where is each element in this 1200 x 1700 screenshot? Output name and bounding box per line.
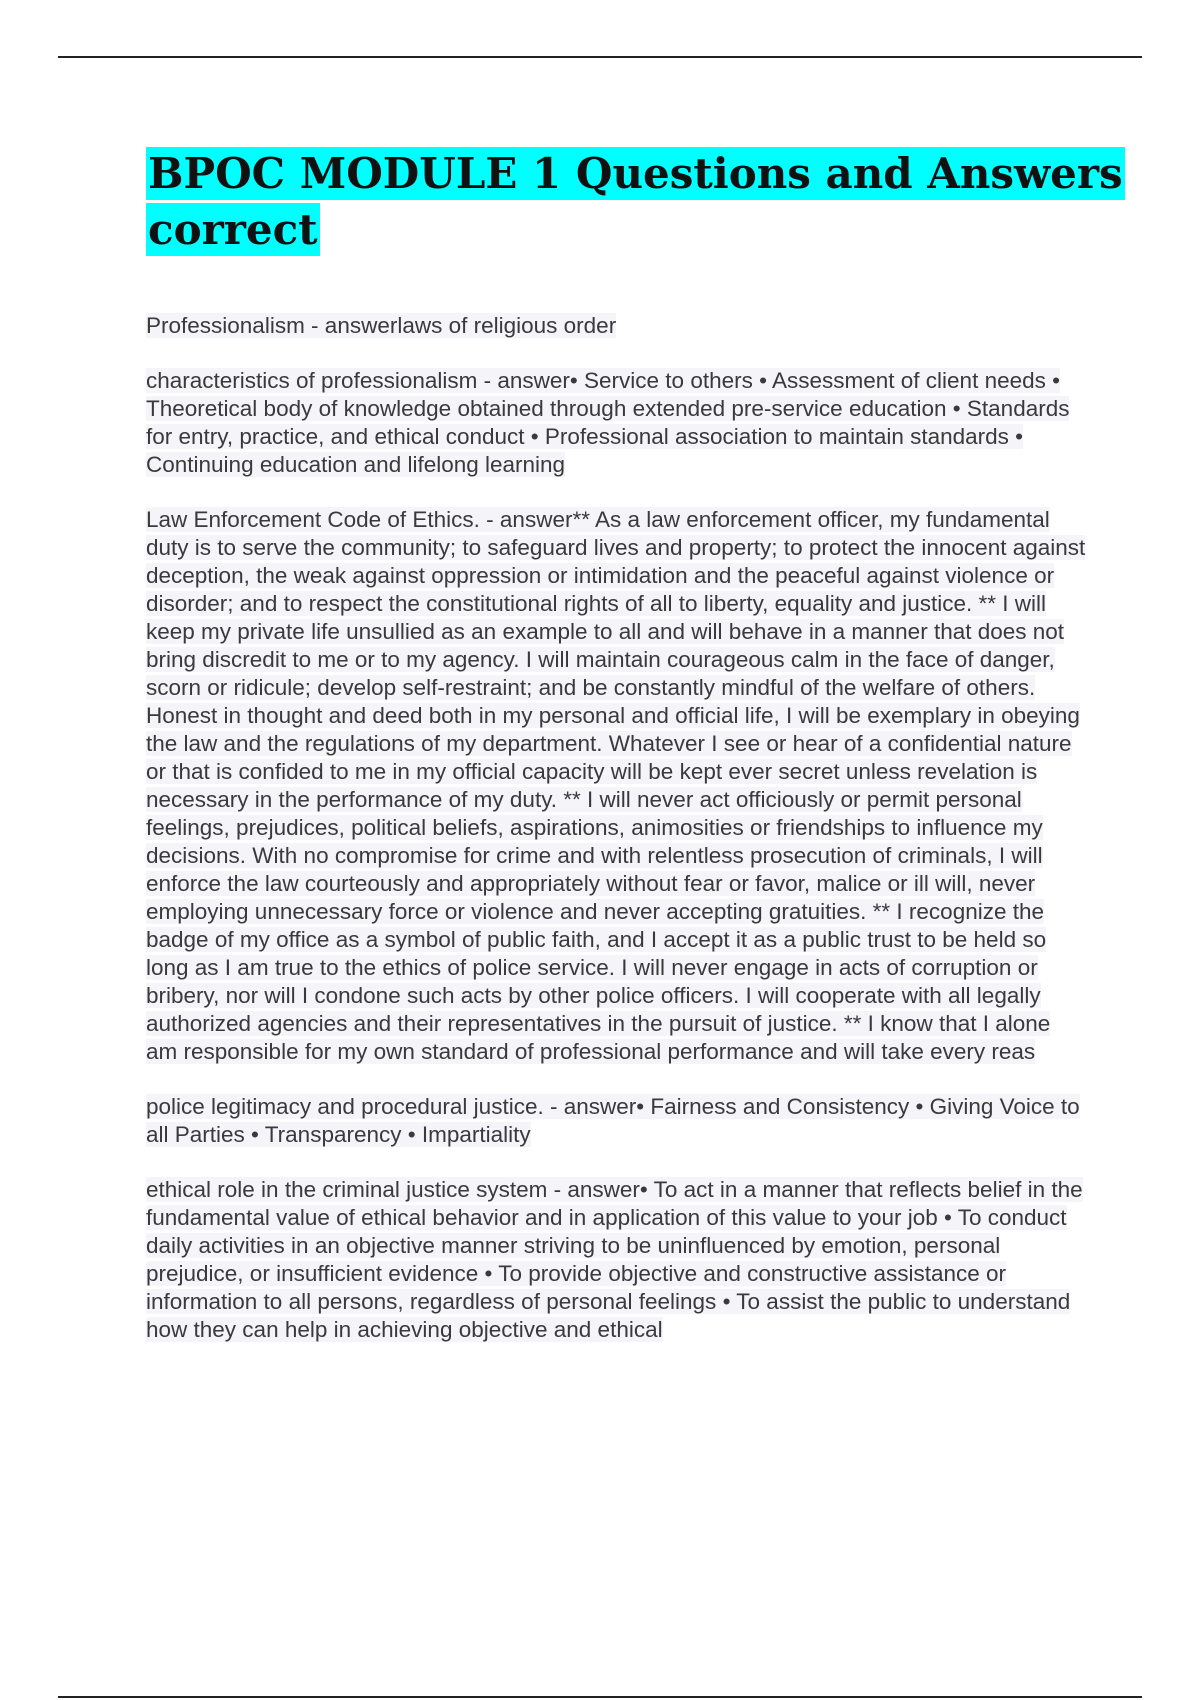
document-title bbox=[146, 146, 1146, 258]
qa-entry-text: Law Enforcement Code of Ethics. - answer** As a law enforcement officer, my fundamental duty is to serve the community; to safeguard lives and property; to protect the innocent against deception, the weak against oppression or intimidation and the peaceful against violence or disorder; and to respect the constitutional rights of all to liberty, equality and justice. ** I will keep my private life unsullied as an example to all and will behave in a manner that does not bring discredit to me or to my agency. I will maintain courageous calm in the face of danger, scorn or ridicule; develop self-restraint; and be constantly mindful of the welfare of others. Honest in thought and deed both in my personal and official life, I will be exemplary in obeying the law and the regulations of my department. Whatever I see or hear of a confidential nature or that is confided to me in my official capacity will be kept ever secret unless revelation is necessary in the performance of my duty. ** I will never act officiously or permit personal feelings, prejudices, political beliefs, aspirations, animosities or friendships to influence my decisions. With no compromise for crime and with relentless prosecution of criminals, I will enforce the law courteously and appropriately without fear or favor, malice or ill will, never employing unnecessary force or violence and never accepting gratuities. ** I recognize the badge of my office as a symbol of public faith, and I accept it as a public trust to be held so long as I am true to the ethics of police service. I will never engage in acts of corruption or bribery, nor will I condone such acts by other police officers. I will cooperate with all legally authorized agencies and their representatives in the pursuit of justice. ** I know that I alone am responsible for my own standard of professional performance and will take every reas bbox=[146, 507, 1086, 1064]
qa-entry-code-of-ethics bbox=[146, 506, 1086, 1066]
qa-entry-police-legitimacy bbox=[146, 1093, 1086, 1149]
qa-entry-ethical-role bbox=[146, 1176, 1086, 1344]
bottom-rule bbox=[58, 1696, 1142, 1698]
qa-entry-professionalism bbox=[146, 312, 1086, 340]
qa-entry-text: ethical role in the criminal justice system - answer• To act in a manner that reflects belief in the fundamental value of ethical behavior and in application of this value to your job • To conduct daily activities in an objective manner striving to be uninfluenced by emotion, personal prejudice, or insufficient evidence • To provide objective and constructive assistance or information to all persons, regardless of personal feelings • To assist the public to understand how they can help in achieving objective and ethical bbox=[146, 1177, 1083, 1342]
qa-entry-characteristics bbox=[146, 367, 1086, 479]
qa-entry-text: Professionalism - answerlaws of religious order bbox=[146, 313, 617, 338]
qa-list bbox=[146, 312, 1086, 1371]
qa-entry-text: characteristics of professionalism - answer• Service to others • Assessment of client needs • Theoretical body of knowledge obtained through extended pre-service education • Standards for entry, practice, and ethical conduct • Professional association to maintain standards • Continuing education and lifelong learning bbox=[146, 368, 1070, 477]
qa-entry-text: police legitimacy and procedural justice. - answer• Fairness and Consistency • Giving Voice to all Parties • Transparency • Impartiality bbox=[146, 1094, 1080, 1147]
top-rule bbox=[58, 56, 1142, 58]
title-highlight: BPOC MODULE 1 Questions and Answers correct bbox=[148, 149, 1123, 254]
